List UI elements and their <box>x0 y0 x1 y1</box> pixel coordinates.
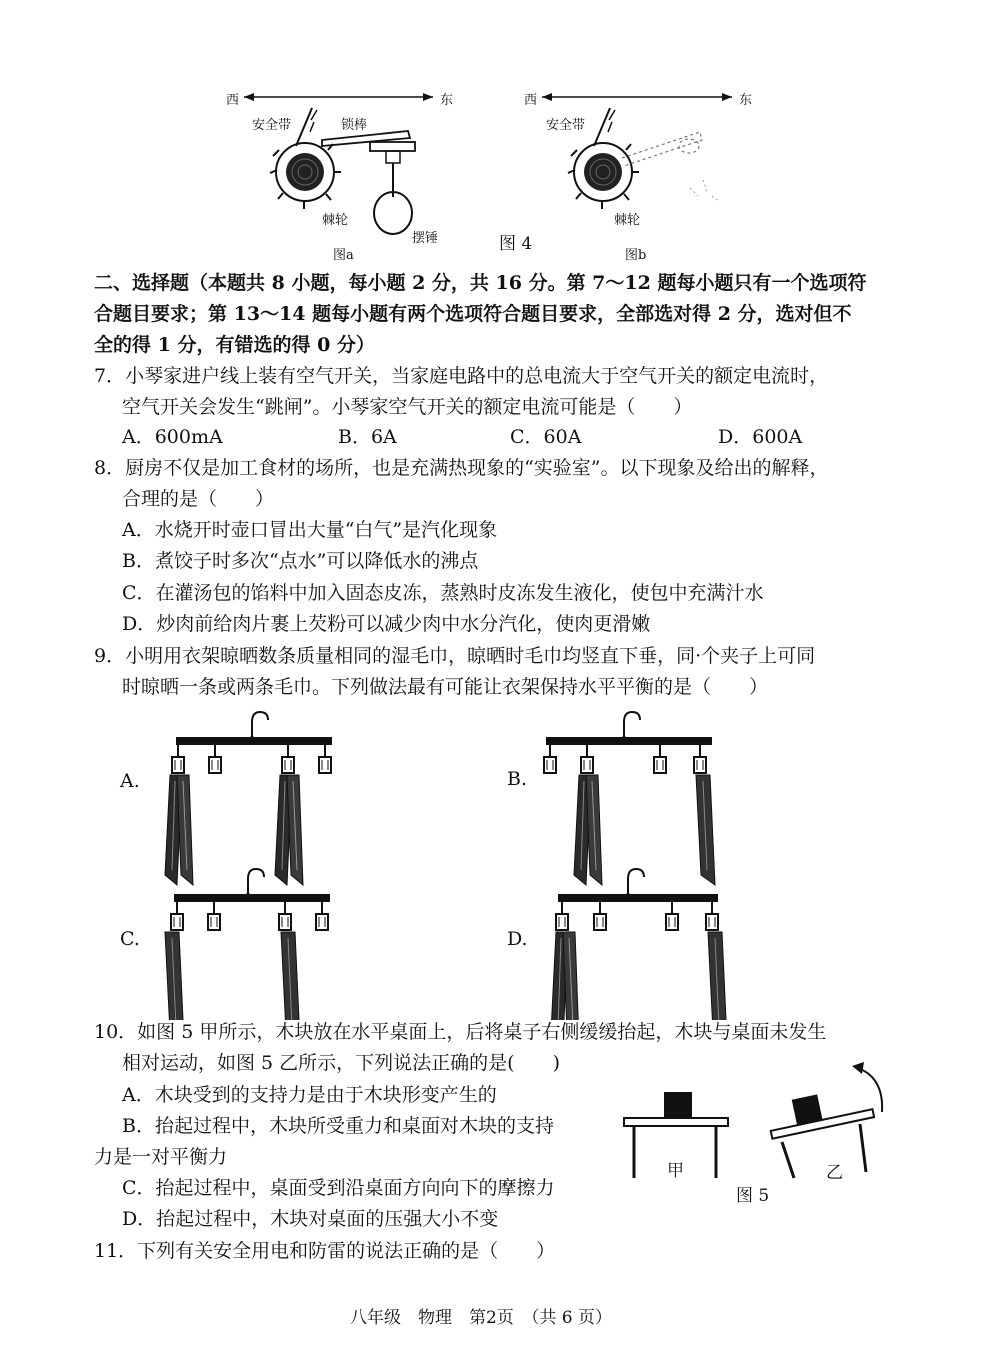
hanger-d[interactable] <box>551 869 727 1020</box>
q9-option-a-label[interactable]: A. <box>120 770 140 792</box>
figure-4 <box>0 0 998 262</box>
section-2-line-1: 二、选择题（本题共 8 小题，每小题 2 分，共 16 分。第 7～12 题每小题只有一个选项符 <box>94 272 867 294</box>
q8-option-d[interactable]: D．炒肉前给肉片裹上芡粉可以减少肉中水分汽化，使肉更滑嫩 <box>122 613 651 635</box>
q11-stem-line-1: 11．下列有关安全用电和防雷的说法正确的是（ ） <box>94 1240 556 1262</box>
figure-4-drawing <box>0 0 998 262</box>
fig4-east-label-a: 东 <box>440 93 454 108</box>
fig4-caption-a: 图a <box>333 248 354 263</box>
q8-stem-line-2: 合理的是（ ） <box>122 488 275 510</box>
fig4-caption-b: 图b <box>625 248 647 263</box>
fig4-lockbar-label: 锁棒 <box>341 118 368 133</box>
fig5-caption: 图 5 <box>736 1186 770 1206</box>
hanger-b[interactable] <box>544 712 715 885</box>
q10-option-a[interactable]: A．木块受到的支持力是由于木块形变产生的 <box>122 1084 497 1106</box>
q7-stem-line-2: 空气开关会发生“跳闸”。小琴家空气开关的额定电流可能是（ ） <box>122 396 693 418</box>
fig4-caption: 图 4 <box>499 234 533 254</box>
q7-stem-line-1: 7．小琴家进户线上装有空气开关，当家庭电路中的总电流大于空气开关的额定电流时， <box>94 365 829 387</box>
q10-stem-line-1: 10．如图 5 甲所示，木块放在水平桌面上，后将桌子右侧缓缓抬起，木块与桌面未发生 <box>94 1021 827 1043</box>
q9-option-d-label[interactable]: D. <box>507 928 528 950</box>
figure-5 <box>612 1052 912 1182</box>
q9-stem-line-1: 9．小明用衣架晾晒数条质量相同的湿毛巾，晾晒时毛巾均竖直下垂，同·个夹子上可同 <box>94 645 816 667</box>
q10-option-c[interactable]: C．抬起过程中，桌面受到沿桌面方向向下的摩擦力 <box>122 1177 555 1199</box>
section-2-line-3: 全的得 1 分，有错选的得 0 分） <box>94 334 375 356</box>
q8-option-a[interactable]: A．水烧开时壶口冒出大量“白气”是汽化现象 <box>122 519 498 541</box>
fig4-pendulum-label: 摆锤 <box>412 231 439 246</box>
q7-option-b[interactable]: B．6A <box>338 426 397 448</box>
q10-option-d[interactable]: D．抬起过程中，木块对桌面的压强大小不变 <box>122 1208 499 1230</box>
q8-option-b[interactable]: B．煮饺子时多次“点水”可以降低水的沸点 <box>122 550 479 572</box>
q9-hangers-figure <box>0 700 998 1020</box>
fig4-ratchet-label-a: 棘轮 <box>322 213 349 228</box>
page-footer: 八年级 物理 第2页 （共 6 页） <box>350 1308 612 1328</box>
fig5-jia-label: 甲 <box>667 1161 684 1181</box>
section-2-line-2: 合题目要求；第 13～14 题每小题有两个选项符合题目要求，全部选对得 2 分，选对但不 <box>94 303 852 325</box>
q9-stem-line-2: 时晾晒一条或两条毛巾。下列做法最有可能让衣架保持水平平衡的是（ ） <box>122 676 769 698</box>
hanger-a[interactable] <box>165 712 332 885</box>
q7-option-c[interactable]: C．60A <box>510 426 582 448</box>
q9-option-c-label[interactable]: C. <box>120 928 140 950</box>
fig4-east-label-b: 东 <box>739 93 753 108</box>
q7-option-a[interactable]: A．600mA <box>122 426 223 448</box>
fig4-seatbelt-label-a: 安全带 <box>252 118 292 133</box>
hanger-c[interactable] <box>165 869 330 1020</box>
q8-stem-line-1: 8．厨房不仅是加工食材的场所，也是充满热现象的“实验室”。以下现象及给出的解释， <box>94 457 829 479</box>
fig4-west-label-b: 西 <box>524 93 538 108</box>
q10-option-b-line-1[interactable]: B．抬起过程中，木块所受重力和桌面对木块的支持 <box>122 1115 554 1137</box>
q10-option-b-line-2[interactable]: 力是一对平衡力 <box>94 1146 228 1168</box>
fig4-seatbelt-label-b: 安全带 <box>546 118 586 133</box>
q9-option-b-label[interactable]: B. <box>507 768 528 790</box>
q7-option-d[interactable]: D．600A <box>718 426 803 448</box>
fig4-west-label-a: 西 <box>226 93 240 108</box>
fig4-ratchet-label-b: 棘轮 <box>614 213 641 228</box>
fig5-yi-label: 乙 <box>826 1163 843 1183</box>
q10-stem-line-2: 相对运动，如图 5 乙所示，下列说法正确的是( ) <box>122 1052 560 1074</box>
q8-option-c[interactable]: C．在灌汤包的馅料中加入固态皮冻，蒸熟时皮冻发生液化，使包中充满汁水 <box>122 582 764 604</box>
